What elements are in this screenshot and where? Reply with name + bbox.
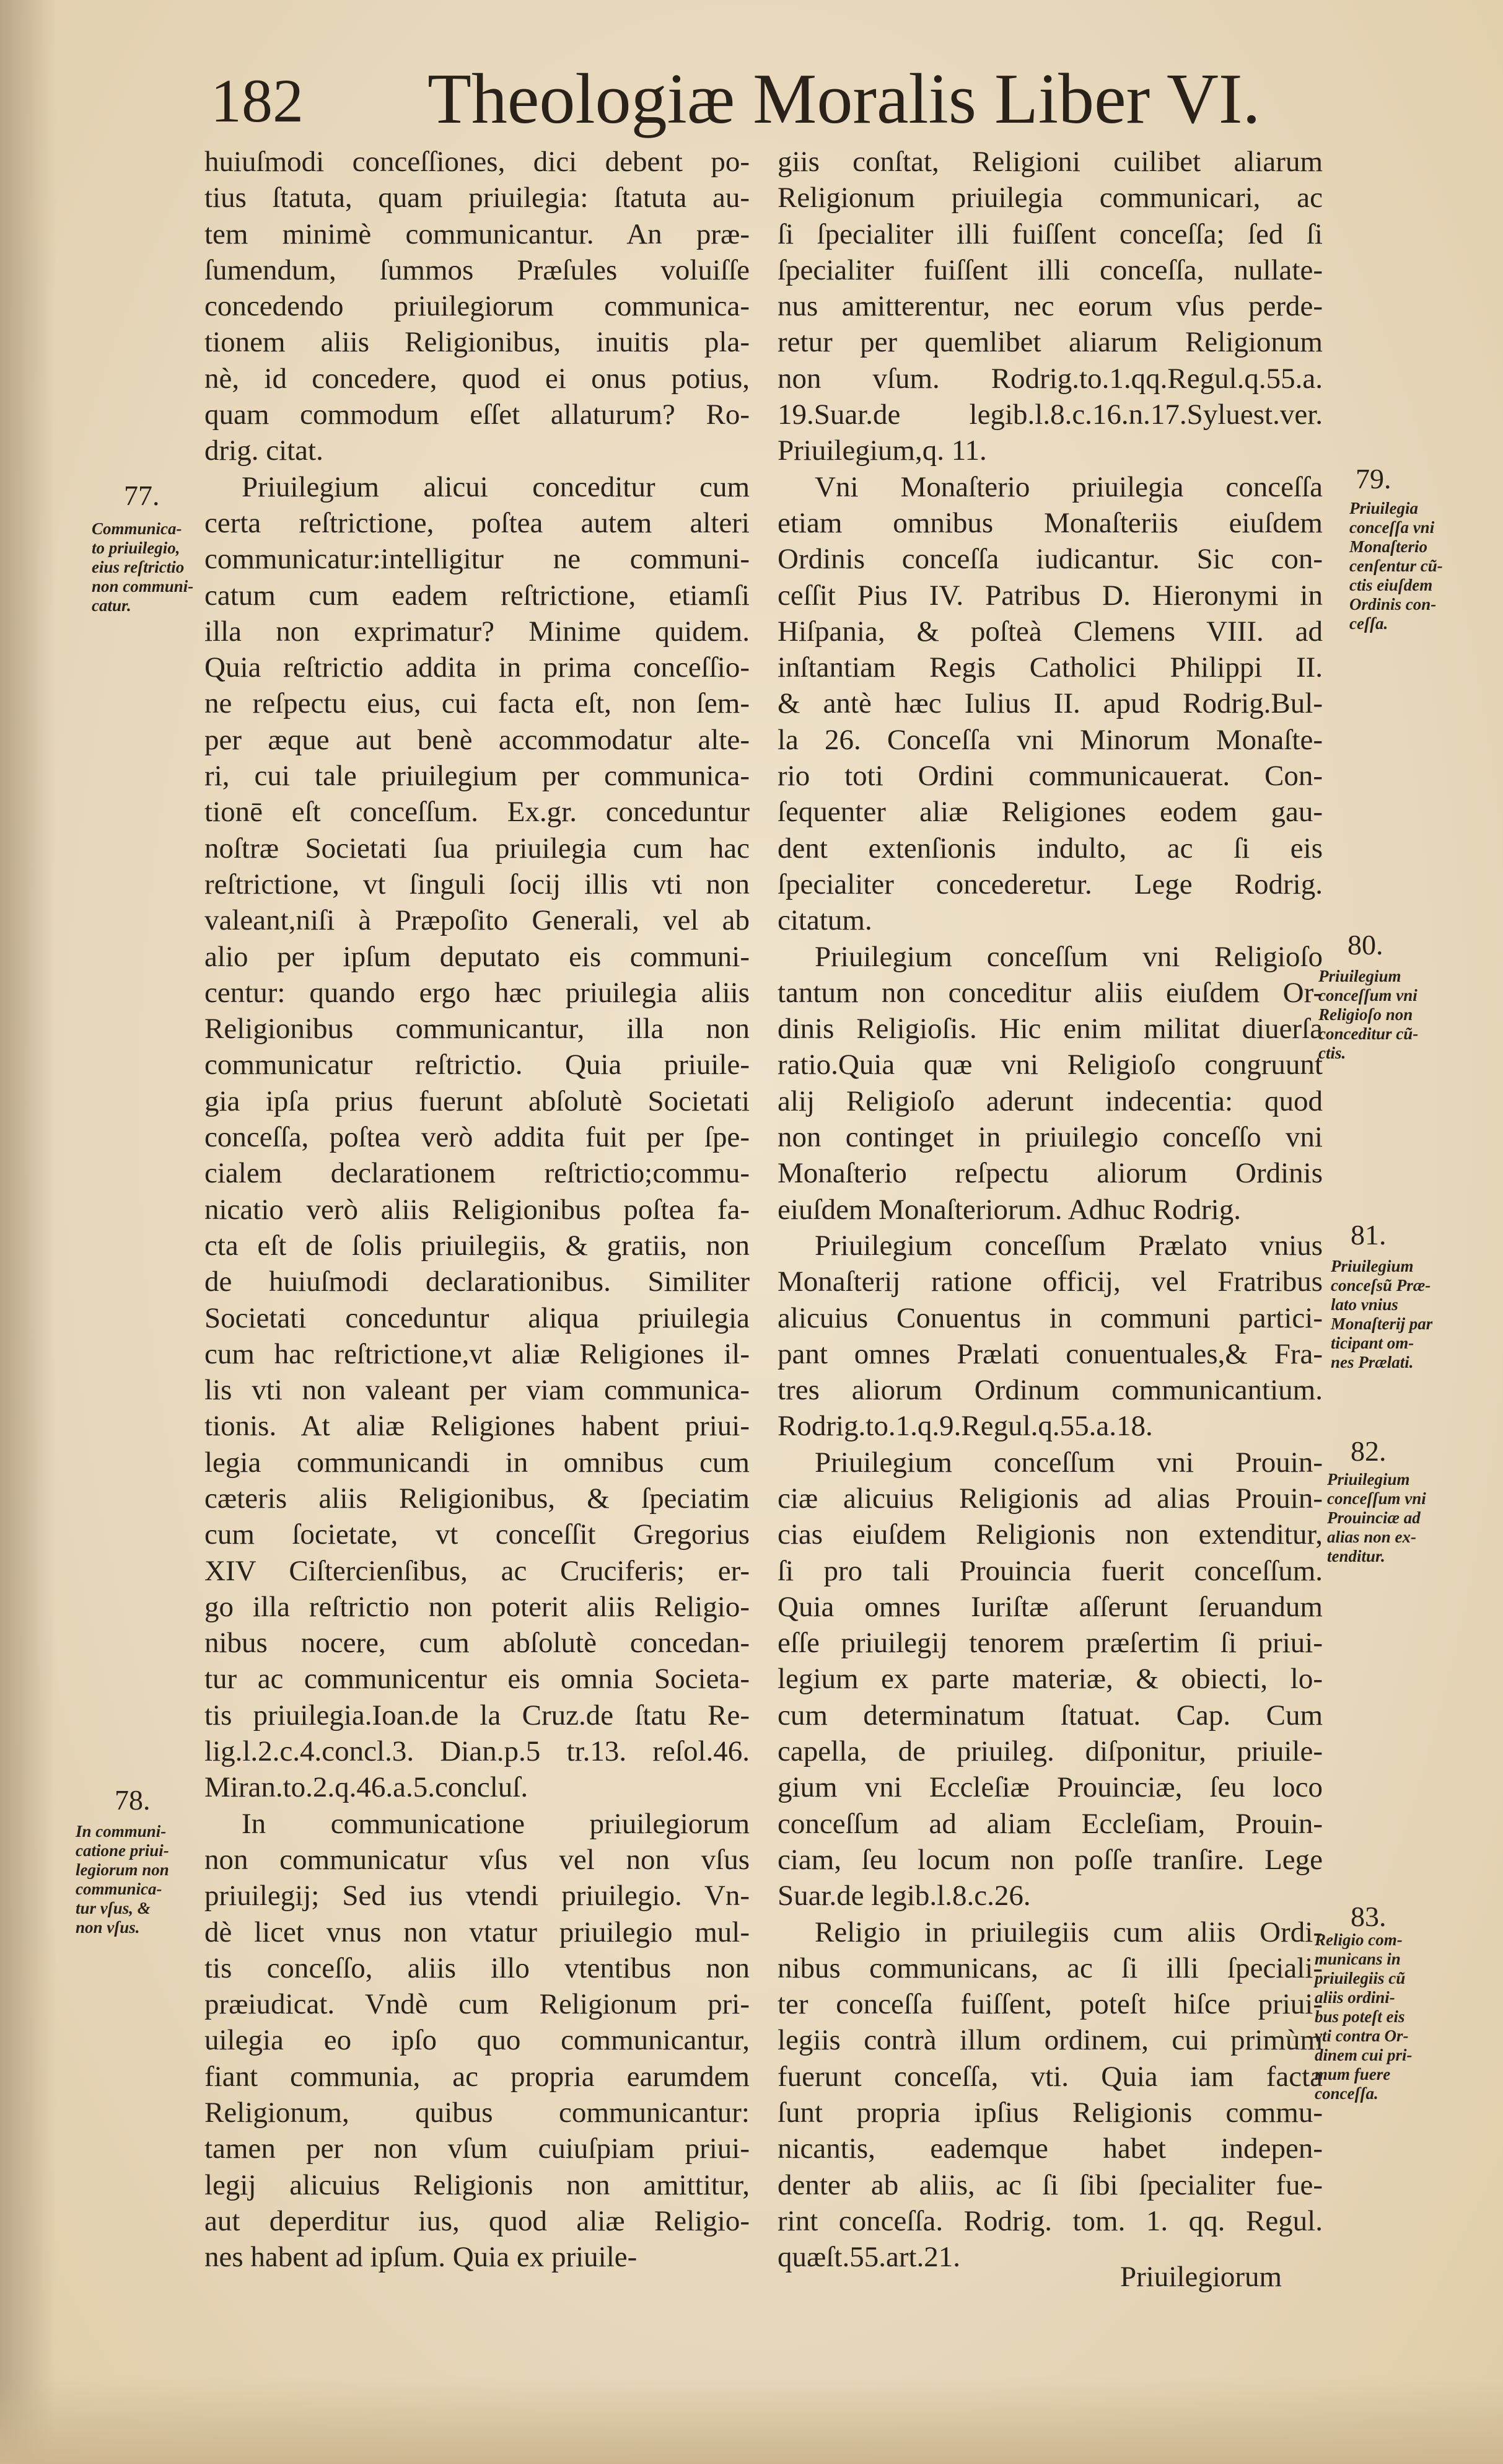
margin-note-line: Religio com- <box>1315 1930 1403 1949</box>
text-line: tantum non conceditur aliis eiuſdem Or- <box>778 976 1323 1009</box>
margin-note-line: eius reſtrictio <box>92 558 185 576</box>
margin-note-line: non communi- <box>92 577 194 596</box>
text-line: nicatio verò aliis Religionibus poſtea fa- <box>204 1193 750 1226</box>
text-line: capella, de priuileg. diſponitur, priuile- <box>778 1735 1323 1768</box>
margin-note-line: cenſentur cũ- <box>1349 557 1443 575</box>
margin-note-line: In communi- <box>76 1822 167 1841</box>
margin-note-line: communica- <box>76 1880 162 1898</box>
margin-note-line: conceſſa. <box>1315 2084 1378 2103</box>
text-line: tis conceſſo, aliis illo vtentibus non <box>204 1951 750 1984</box>
text-line: Priuilegium alicui conceditur cum <box>242 470 750 503</box>
running-title: Theologiæ Moralis Liber VI. <box>427 59 1261 139</box>
text-line: ſpecialiter concederetur. Lege Rodrig. <box>778 868 1323 900</box>
margin-note-line: tenditur. <box>1327 1547 1385 1565</box>
text-line: cialem declarationem reſtrictio;commu- <box>204 1157 750 1190</box>
text-line: noſtræ Societati ſua priuilegia cum hac <box>204 832 750 865</box>
text-line: alicuius Conuentus in communi partici- <box>778 1301 1323 1334</box>
text-line: citatum. <box>778 904 872 937</box>
margin-note-line: alias non ex- <box>1327 1528 1417 1546</box>
text-line: huiuſmodi conceſſiones, dici debent po- <box>204 146 750 178</box>
text-line: Hiſpania, & poſteà Clemens VIII. ad <box>778 615 1323 648</box>
margin-note-line: conceditur cũ- <box>1318 1024 1419 1043</box>
text-line: Suar.de legib.l.8.c.26. <box>778 1880 1031 1912</box>
margin-note-79 <box>1349 499 1443 633</box>
margin-note-77 <box>92 519 193 615</box>
text-line: eſſe priuilegij tenorem præſertim ſi priui- <box>778 1627 1323 1660</box>
margin-note-line: catione priui- <box>76 1841 169 1860</box>
text-line: pant omnes Prælati conuentuales,& Fra- <box>778 1337 1323 1370</box>
text-line: legij alicuius Religionis non amittitur, <box>204 2168 750 2201</box>
text-line: ciam, ſeu locum non poſſe tranſire. Lege <box>778 1843 1323 1876</box>
paragraph-number-80: 80. <box>1347 929 1383 961</box>
text-line: ſpecialiter fuiſſent illi conceſſa, nullate- <box>778 253 1323 286</box>
margin-note-line: ctis. <box>1318 1044 1346 1062</box>
text-line: de huiuſmodi declarationibus. Similiter <box>204 1265 750 1298</box>
text-line: tur ac communicentur eis omnia Societa- <box>204 1663 750 1696</box>
text-line: Priuilegium conceſſum Prælato vnius <box>815 1229 1323 1262</box>
text-line: Religio in priuilegiis cum aliis Ordi- <box>815 1916 1323 1948</box>
text-line: alio per ipſum deputato eis communi- <box>204 940 750 973</box>
margin-note-line: aliis ordini- <box>1315 1988 1395 2007</box>
margin-note-line: priuilegiis cũ <box>1315 1969 1406 1987</box>
text-line: ter conceſſa fuiſſent, poteſt hiſce priui- <box>778 1988 1323 2021</box>
margin-note-line: conceſſa vni <box>1349 518 1435 537</box>
text-line: catum cum eadem reſtrictione, etiamſi <box>204 579 750 612</box>
text-line: tres aliorum Ordinum communicantium. <box>778 1374 1323 1407</box>
text-line: Priuilegium conceſſum vni Prouin- <box>815 1446 1323 1479</box>
text-line: ſi pro tali Prouincia fuerit conceſſum. <box>778 1554 1323 1587</box>
margin-note-line: Priuilegium <box>1318 967 1401 985</box>
text-line: quam commodum eſſet allaturum? Ro- <box>204 398 750 431</box>
text-line: denter ab aliis, ac ſi ſibi ſpecialiter fue- <box>778 2168 1323 2201</box>
text-line: non communicatur vſus vel non vſus <box>204 1843 750 1876</box>
margin-note-line: conceſſum vni <box>1327 1489 1426 1508</box>
margin-note-line: non vſus. <box>76 1918 140 1937</box>
text-line: dinis Religioſis. Hic enim militat diuerſa <box>778 1013 1323 1045</box>
page-number: 182 <box>211 66 304 135</box>
text-line: Ordinis conceſſa iudicantur. Sic con- <box>778 543 1323 576</box>
margin-note-line: municans in <box>1315 1950 1401 1968</box>
margin-note-line: Communica- <box>92 519 182 538</box>
text-line: nibus communicans, ac ſi illi ſpeciali- <box>778 1951 1323 1984</box>
text-line: tamen per non vſum cuiuſpiam priui- <box>204 2132 750 2165</box>
text-line: ratio.Quia quæ vni Religioſo congruunt <box>778 1049 1323 1081</box>
text-line: & antè hæc Iulius II. apud Rodrig.Bul- <box>778 687 1323 720</box>
paragraph-number-83: 83. <box>1351 1901 1387 1932</box>
margin-note-line: tur vſus, & <box>76 1899 151 1917</box>
text-line: Miran.to.2.q.46.a.5.concluſ. <box>204 1771 528 1804</box>
margin-note-line: Priuilegium <box>1331 1257 1414 1275</box>
text-line: Religionum, quibus communicantur: <box>204 2097 750 2129</box>
margin-note-line: catur. <box>92 596 131 615</box>
text-line: priuilegij; Sed ius vtendi priuilegio. Vn- <box>204 1880 750 1912</box>
text-line: gia ipſa prius fuerunt abſolutè Societati <box>204 1085 750 1117</box>
margin-note-line: ticipant om- <box>1331 1334 1414 1352</box>
text-line: cum determinatum ſtatuat. Cap. Cum <box>778 1699 1323 1731</box>
text-line: communicatur:intelligitur ne communi- <box>204 543 750 576</box>
binding-shadow <box>0 0 56 2464</box>
margin-note-line: Priuilegia <box>1349 499 1419 517</box>
text-line: nes habent ad ipſum. Quia ex priuile- <box>204 2241 638 2274</box>
text-line: go illa reſtrictio non poterit aliis Religio- <box>204 1590 750 1623</box>
text-line: Monaſterio reſpectu aliorum Ordinis <box>778 1157 1323 1190</box>
text-line: dent extenſionis indulto, ac ſi eis <box>778 832 1323 865</box>
margin-note-78 <box>76 1822 169 1937</box>
text-line: alij Religioſo aderunt indecentia: quod <box>778 1085 1323 1117</box>
text-line: legiis contrà illum ordinem, cui primùm <box>778 2024 1323 2057</box>
margin-note-line: Religioſo non <box>1318 1005 1413 1024</box>
text-line: Priuilegium,q. 11. <box>778 434 987 467</box>
text-line: Vni Monaſterio priuilegia conceſſa <box>815 470 1323 503</box>
margin-note-line: Monaſterij par <box>1331 1314 1433 1333</box>
text-line: retur per quemlibet aliarum Religionum <box>778 326 1323 359</box>
text-line: tius ſtatuta, quam priuilegia: ſtatuta au- <box>204 182 750 214</box>
text-line: Religionum priuilegia communicari, ac <box>778 182 1323 214</box>
margin-note-line: legiorum non <box>76 1860 169 1879</box>
text-line: drig. citat. <box>204 434 323 467</box>
text-line: non continget in priuilegio conceſſo vni <box>778 1121 1323 1154</box>
paragraph-number-79: 79. <box>1356 463 1391 495</box>
paragraph-number-77: 77. <box>124 480 160 511</box>
text-line: nicantis, eademque habet indepen- <box>778 2132 1323 2165</box>
text-line: eiuſdem Monaſteriorum. Adhuc Rodrig. <box>778 1193 1241 1226</box>
text-line: ſumendum, ſummos Præſules voluiſſe <box>204 253 750 286</box>
margin-note-81 <box>1331 1257 1432 1372</box>
text-line: fiant communia, ac propria earumdem <box>204 2060 750 2093</box>
text-line: rio toti Ordini communicauerat. Con- <box>778 760 1323 793</box>
left-text-column <box>204 144 750 2276</box>
margin-note-line: bus poteſt eis <box>1315 2007 1405 2026</box>
text-line: cæteris aliis Religionibus, & ſpeciatim <box>204 1482 750 1515</box>
text-line: Priuilegium conceſſum vni Religioſo <box>815 940 1323 973</box>
text-line: cum hac reſtrictione,vt aliæ Religiones il- <box>204 1337 750 1370</box>
text-line: quæſt.55.art.21. <box>778 2241 961 2274</box>
text-line: tem minimè communicantur. An præ- <box>204 218 750 250</box>
text-line: giis conſtat, Religioni cuilibet aliarum <box>778 146 1323 178</box>
text-line: legia communicandi in omnibus cum <box>204 1446 750 1479</box>
text-line: ſequenter aliæ Religiones eodem gau- <box>778 796 1323 829</box>
margin-note-line: vti contra Or- <box>1315 2026 1409 2045</box>
margin-note-line: lato vnius <box>1331 1295 1398 1314</box>
margin-note-line: Prouinciæ ad <box>1327 1508 1421 1527</box>
text-line: Societati conceduntur aliqua priuilegia <box>204 1301 750 1334</box>
page-header <box>204 59 1261 139</box>
text-line: centur: quando ergo hæc priuilegia aliis <box>204 976 750 1009</box>
text-line: ſi ſpecialiter illi fuiſſent conceſſa; ſed ſi <box>778 218 1323 250</box>
text-line: ſunt propria ipſius Religionis commu- <box>778 2097 1323 2129</box>
text-line: XIV Ciſtercienſibus, ac Cruciferis; er- <box>204 1554 750 1587</box>
margin-note-line: Priuilegium <box>1327 1470 1410 1489</box>
text-line: præiudicat. Vndè cum Religionum pri- <box>204 1988 750 2021</box>
margin-note-line: Ordinis con- <box>1349 595 1437 614</box>
text-line: Quia omnes Iuriſtæ aſſerunt ſeruandum <box>778 1590 1323 1623</box>
text-line: nè, id concedere, quod ei onus potius, <box>204 362 750 395</box>
paragraph-number-82: 82. <box>1351 1435 1387 1467</box>
text-line: tionem aliis Religionibus, inuitis pla- <box>204 326 750 359</box>
margin-note-80 <box>1318 967 1418 1063</box>
text-line: illa non exprimatur? Minime quidem. <box>204 615 750 648</box>
text-line: communicatur reſtrictio. Quia priuile- <box>204 1049 750 1081</box>
text-line: dè licet vnus non vtatur priuilegio mul- <box>204 1916 750 1948</box>
margin-note-line: mum fuere <box>1315 2065 1391 2083</box>
catchword: Priuilegiorum <box>1120 2261 1282 2293</box>
right-text-column <box>778 144 1323 2276</box>
text-line: inſtantiam Regis Catholici Philippi II. <box>778 651 1323 684</box>
text-line: tionis. At aliæ Religiones habent priui- <box>204 1410 750 1443</box>
text-line: rint conceſſa. Rodrig. tom. 1. qq. Regul. <box>778 2204 1323 2237</box>
margin-note-line: Monaſterio <box>1349 537 1428 556</box>
text-line: ceſſit Pius IV. Patribus D. Hieronymi in <box>778 579 1323 612</box>
text-line: In communicatione priuilegiorum <box>242 1807 750 1840</box>
text-line: conceſſa, poſtea verò addita fuit per ſpe- <box>204 1121 750 1154</box>
margin-note-line: to priuilegio, <box>92 539 180 557</box>
text-line: valeant,niſi à Præpoſito Generali, vel ab <box>204 904 750 937</box>
text-line: reſtrictione, vt ſinguli ſocij illis vti non <box>204 868 750 900</box>
text-line: 19.Suar.de legib.l.8.c.16.n.17.Syluest.ver. <box>778 398 1323 431</box>
text-line: lis vti non valeant per viam communica- <box>204 1374 750 1407</box>
text-line: tis priuilegia.Ioan.de la Cruz.de ſtatu Re- <box>204 1699 750 1731</box>
text-line: etiam omnibus Monaſteriis eiuſdem <box>778 506 1323 539</box>
text-line: fuerunt conceſſa, vti. Quia iam facta <box>778 2060 1323 2093</box>
text-line: cta eſt de ſolis priuilegiis, & gratiis, non <box>204 1229 750 1262</box>
text-line: certa reſtrictione, poſtea autem alteri <box>204 506 750 539</box>
margin-note-83 <box>1315 1930 1413 2103</box>
text-line: Monaſterij ratione officij, vel Fratribus <box>778 1265 1323 1298</box>
text-line: gium vni Eccleſiæ Prouinciæ, ſeu loco <box>778 1771 1323 1804</box>
text-line: Rodrig.to.1.q.9.Regul.q.55.a.18. <box>778 1410 1153 1443</box>
margin-note-line: ctis eiuſdem <box>1349 576 1433 594</box>
margin-note-line: nes Prælati. <box>1331 1353 1414 1371</box>
text-line: aut deperditur ius, quod aliæ Religio- <box>204 2204 750 2237</box>
text-line: ne reſpectu eius, cui facta eſt, non ſem- <box>204 687 750 720</box>
text-line: legium ex parte materiæ, & obiecti, lo- <box>778 1663 1323 1696</box>
paragraph-number-78: 78. <box>115 1784 151 1816</box>
text-line: lig.l.2.c.4.concl.3. Dian.p.5 tr.13. reſol.46. <box>204 1735 750 1768</box>
paragraph-number-81: 81. <box>1351 1219 1387 1251</box>
text-line: tionē eſt conceſſum. Ex.gr. conceduntur <box>204 796 750 829</box>
text-line: nus amitterentur, nec eorum vſus perde- <box>778 290 1323 323</box>
text-line: nibus nocere, cum abſolutè concedan- <box>204 1627 750 1660</box>
text-line: per æque aut benè accommodatur alte- <box>204 723 750 756</box>
text-line: la 26. Conceſſa vni Minorum Monaſte- <box>778 723 1323 756</box>
text-line: concedendo priuilegiorum communica- <box>204 290 750 323</box>
text-line: ri, cui tale priuilegium per communica- <box>204 760 750 793</box>
margin-note-line: ceſſa. <box>1349 614 1388 633</box>
text-line: non vſum. Rodrig.to.1.qq.Regul.q.55.a. <box>778 362 1323 395</box>
text-line: cias eiuſdem Religionis non extenditur, <box>778 1518 1323 1551</box>
margin-note-82 <box>1327 1470 1426 1566</box>
bottom-edge-shadow <box>0 2377 1503 2464</box>
text-line: cum ſocietate, vt conceſſit Gregorius <box>204 1518 750 1551</box>
margin-note-line: dinem cui pri- <box>1315 2046 1413 2064</box>
margin-note-line: conceſsũ Præ- <box>1331 1276 1431 1295</box>
text-line: uilegia eo ipſo quo communicantur, <box>204 2024 750 2057</box>
margin-note-line: conceſſum vni <box>1318 986 1418 1005</box>
text-line: ciæ alicuius Religionis ad alias Prouin- <box>778 1482 1323 1515</box>
text-line: conceſſum ad aliam Eccleſiam, Prouin- <box>778 1807 1323 1840</box>
text-line: Quia reſtrictio addita in prima conceſſio- <box>204 651 750 684</box>
text-line: Religionibus communicantur, illa non <box>204 1013 750 1045</box>
